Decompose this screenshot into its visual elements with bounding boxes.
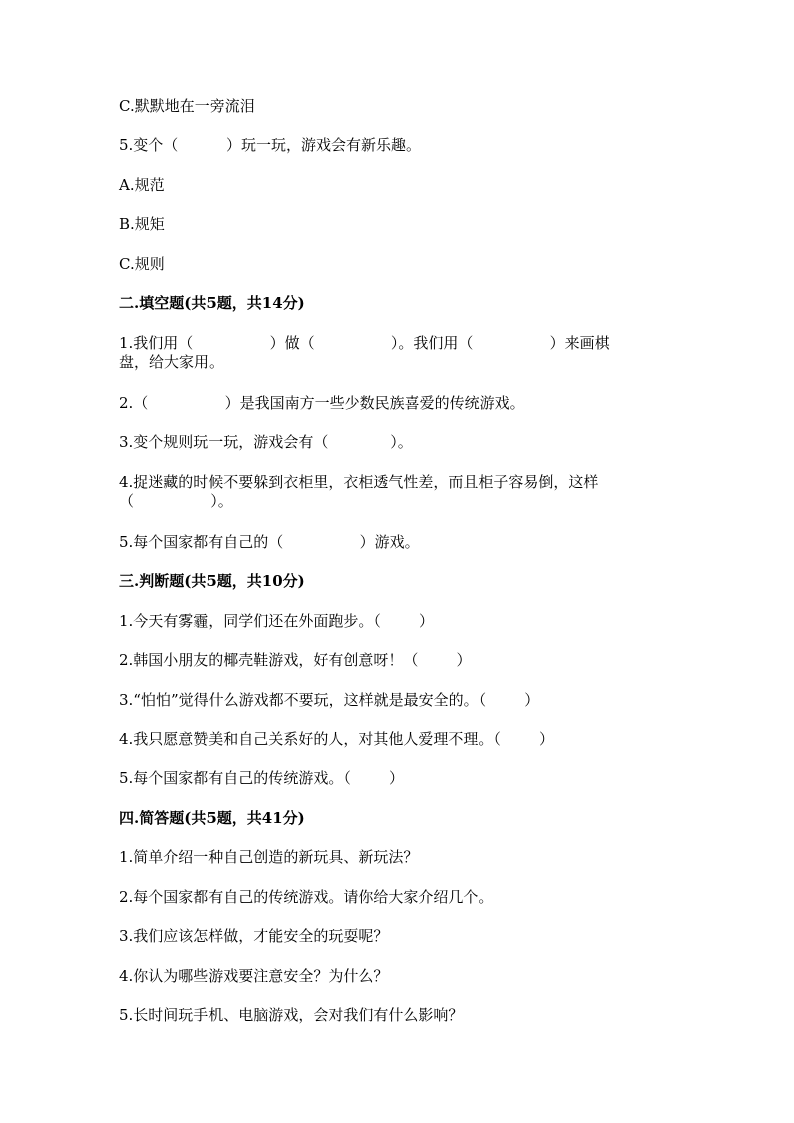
fill-question-5: 5.每个国家都有自己的（ ）游戏。	[119, 533, 420, 551]
short-answer-question-1: 1.简单介绍一种自己创造的新玩具、新玩法？	[119, 848, 419, 866]
section-2-title: 二.填空题(共5题，共14分)	[119, 294, 305, 312]
section-3-title: 三.判断题(共5题，共10分)	[119, 572, 305, 590]
short-answer-question-4: 4.你认为哪些游戏要注意安全？为什么？	[119, 967, 389, 985]
section-4-title: 四.简答题(共5题，共41分)	[119, 809, 305, 827]
judge-question-1: 1.今天有雾霾，同学们还在外面跑步。（ ）	[119, 612, 434, 630]
option-a: A.规范	[119, 176, 165, 194]
short-answer-question-2: 2.每个国家都有自己的传统游戏。请你给大家介绍几个。	[119, 888, 494, 906]
fill-question-2: 2.（ ）是我国南方一些少数民族喜爱的传统游戏。	[119, 394, 525, 412]
judge-question-5: 5.每个国家都有自己的传统游戏。（ ）	[119, 769, 404, 787]
question-5-choice: 5.变个（ ）玩一玩，游戏会有新乐趣。	[119, 136, 421, 154]
fill-question-4-line-2: （ ）。	[119, 492, 233, 510]
option-c: C.规则	[119, 255, 165, 273]
judge-question-2: 2.韩国小朋友的椰壳鞋游戏，好有创意呀！（ ）	[119, 651, 472, 669]
fill-question-1-line-2: 盘，给大家用。	[119, 353, 225, 371]
short-answer-question-3: 3.我们应该怎样做，才能安全的玩耍呢？	[119, 927, 389, 945]
fill-question-4-line-1: 4.捉迷藏的时候不要躲到衣柜里，衣柜透气性差，而且柜子容易倒，这样	[119, 473, 599, 491]
fill-question-1-line-1: 1.我们用（ ）做（ ）。我们用（ ）来画棋	[119, 334, 610, 352]
option-b: B.规矩	[119, 215, 165, 233]
short-answer-question-5: 5.长时间玩手机、电脑游戏，会对我们有什么影响？	[119, 1006, 464, 1024]
judge-question-3: 3.“怕怕”觉得什么游戏都不要玩，这样就是最安全的。（ ）	[119, 691, 540, 709]
option-c-previous-question: C.默默地在一旁流泪	[119, 97, 255, 115]
judge-question-4: 4.我只愿意赞美和自己关系好的人，对其他人爱理不理。（ ）	[119, 730, 554, 748]
fill-question-3: 3.变个规则玩一玩，游戏会有（ ）。	[119, 433, 413, 451]
